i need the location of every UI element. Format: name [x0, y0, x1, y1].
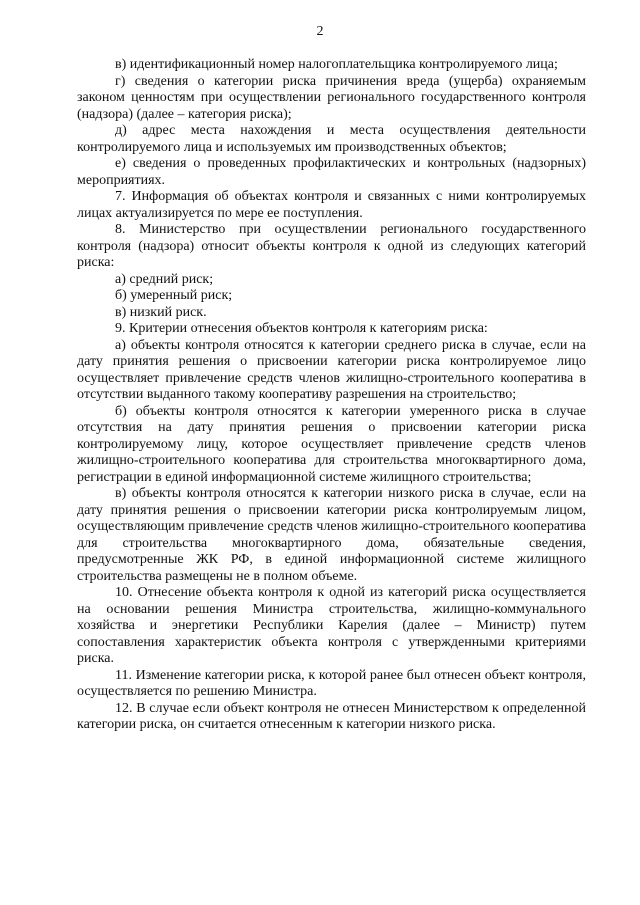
page-number: 2 [316, 24, 324, 39]
paragraph: в) идентификационный номер налогоплательщика контролируемого лица; [115, 57, 558, 72]
paragraph: в) низкий риск. [115, 304, 207, 320]
document-body [77, 57, 586, 734]
paragraph: б) объекты контроля относятся к категории умеренного риска в случае отсутствия на дату принятия решения о присвоении категории риска контролируемому лицу, которое осуществляет привлечение средств членов жилищно-строительного кооператива для строительства многоквартирного дома, регистрации в единой информационной системе жилищного строительства; [77, 403, 586, 485]
paragraph: д) адрес места нахождения и места осуществления деятельности контролируемого лица и используемых им производственных объектов; [77, 123, 586, 155]
paragraph: 11. Изменение категории риска, к которой ранее был отнесен объект контроля, осуществляется по решению Министра. [77, 667, 586, 699]
paragraph: б) умеренный риск; [115, 288, 233, 303]
paragraph: г) сведения о категории риска причинения вреда (ущерба) охраняемым законом ценностям при осуществлении регионального государственного контроля (надзора) (далее – категория риска); [77, 73, 586, 122]
paragraph: 9. Критерии отнесения объектов контроля к категориям риска: [115, 321, 488, 336]
paragraph: 7. Информация об объектах контроля и связанных с ними контролируемых лицах актуализируется по мере ее поступления. [77, 189, 586, 221]
paragraph: е) сведения о проведенных профилактических и контрольных (надзорных) мероприятиях. [77, 156, 586, 188]
paragraph: а) средний риск; [115, 271, 214, 287]
paragraph: 8. Министерство при осуществлении регионального государственного контроля (надзора) относит объекты контроля к одной из следующих категорий риска: [77, 222, 586, 270]
paragraph: 10. Отнесение объекта контроля к одной из категорий риска осуществляется на основании решения Министра строительства, жилищно-коммунального хозяйства и энергетики Республики Карелия (далее – Министр) путем сопоставления характеристик объекта контроля с утвержденными критериями риска. [77, 585, 586, 666]
paragraph: 12. В случае если объект контроля не отнесен Министерством к определенной категории риска, он считается отнесенным к категории низкого риска. [77, 700, 586, 732]
paragraph: а) объекты контроля относятся к категории среднего риска в случае, если на дату принятия решения о присвоении категории риска контролируемое лицо осуществляет привлечение средств членов жилищно-строительного кооператива в отсутствии выданного такому кооперативу разрешения на строительство; [77, 337, 586, 402]
paragraph: в) объекты контроля относятся к категории низкого риска в случае, если на дату принятия решения о присвоении категории риска контролируемым лицом, осуществляющим привлечение средств членов жилищно-строительного кооператива для строительства многоквартирного дома, обязательные сведения, предусмотренные ЖК РФ, в единой информационной системе жилищного строительства размещены не в полном объеме. [77, 486, 586, 584]
